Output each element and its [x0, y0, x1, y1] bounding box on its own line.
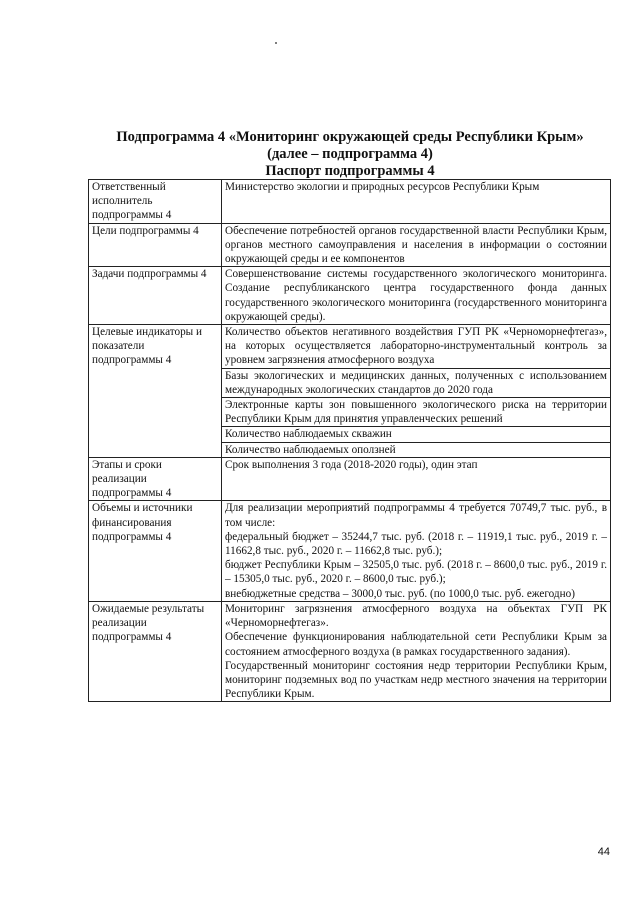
row-value: Обеспечение потребностей органов государственной власти Республики Крым, органов местного самоуправления и населения в информации о состоянии окружающей среды и ее компонентов — [222, 223, 611, 267]
indicator-item: Количество наблюдаемых оползней — [222, 442, 611, 457]
result-item: Государственный мониторинг состояния недр территории Республики Крым, мониторинг подземных вод по участкам недр местного значения на территории Республики Крым. — [225, 659, 607, 701]
indicator-item: Количество наблюдаемых скважин — [222, 427, 611, 442]
table-row-tasks — [89, 267, 611, 325]
table-row-goals — [89, 223, 611, 267]
funding-extrabudgetary: внебюджетные средства – 3000,0 тыс. руб. (по 1000,0 тыс. руб. ежегодно) — [225, 587, 575, 600]
row-label: Целевые индикаторы и показатели подпрограммы 4 — [89, 325, 222, 458]
row-label: Цели подпрограммы 4 — [89, 223, 222, 267]
row-label: Этапы и сроки реализации подпрограммы 4 — [89, 457, 222, 501]
funding-regional: бюджет Республики Крым – 32505,0 тыс. руб. (2018 г. – 8600,0 тыс. руб., 2019 г. – 15305,0 тыс. руб., 2020 г. – 8600,0 тыс. руб.); — [225, 559, 607, 586]
passport-title: Паспорт подпрограммы 4 — [265, 163, 435, 179]
page-number: 44 — [597, 846, 610, 858]
passport-table — [88, 179, 611, 702]
row-value: Срок выполнения 3 года (2018-2020 годы), один этап — [222, 457, 611, 501]
row-value — [222, 501, 611, 601]
table-row-stages — [89, 457, 611, 501]
table-row-results — [89, 601, 611, 701]
table-row-indicator — [89, 325, 611, 369]
indicator-item: Количество объектов негативного воздействия ГУП РК «Черноморнефтегаз», на которых осуществляется лабораторно-инструментальный контроль за уровнем загрязнения атмосферного воздуха — [222, 325, 611, 369]
result-item: Обеспечение функционирования наблюдательной сети Республики Крым за состоянием атмосферного воздуха (в рамках государственного задания). — [225, 631, 607, 658]
result-item: Мониторинг загрязнения атмосферного воздуха на объектах ГУП РК «Черноморнефтегаз». — [225, 602, 607, 630]
subprogram-title: Подпрограмма 4 «Мониторинг окружающей среды Республики Крым» — [116, 129, 584, 145]
row-label: Ответственный исполнитель подпрограммы 4 — [89, 180, 222, 224]
subprogram-subtitle: (далее – подпрограмма 4) — [267, 146, 433, 162]
funding-total: Для реализации мероприятий подпрограммы 4 требуется 70749,7 тыс. руб., в том числе: — [225, 502, 607, 529]
indicator-item: Электронные карты зон повышенного экологического риска на территории Республики Крым для принятия управленческих решений — [222, 398, 611, 427]
table-row-executor — [89, 180, 611, 224]
table-row-funding — [89, 501, 611, 601]
row-label: Объемы и источники финансирования подпрограммы 4 — [89, 501, 222, 601]
row-value: Совершенствование системы государственного экологического мониторинга. Создание республиканского центра государственного фонда данных государственного экологического мониторинга (государственного мониторинга окружающей среды). — [222, 267, 611, 325]
row-value: Министерство экологии и природных ресурсов Республики Крым — [222, 180, 611, 224]
indicator-item: Базы экологических и медицинских данных, полученных с использованием международных экологических стандартов до 2020 года — [222, 368, 611, 397]
row-label: Задачи подпрограммы 4 — [89, 267, 222, 325]
funding-federal: федеральный бюджет – 35244,7 тыс. руб. (2018 г. – 11919,1 тыс. руб., 2019 г. – 11662,8 тыс. руб., 2020 г. – 11662,8 тыс. руб.); — [225, 530, 607, 558]
scan-speck — [275, 42, 277, 44]
row-value — [222, 601, 611, 701]
row-label: Ожидаемые результаты реализации подпрограммы 4 — [89, 601, 222, 701]
